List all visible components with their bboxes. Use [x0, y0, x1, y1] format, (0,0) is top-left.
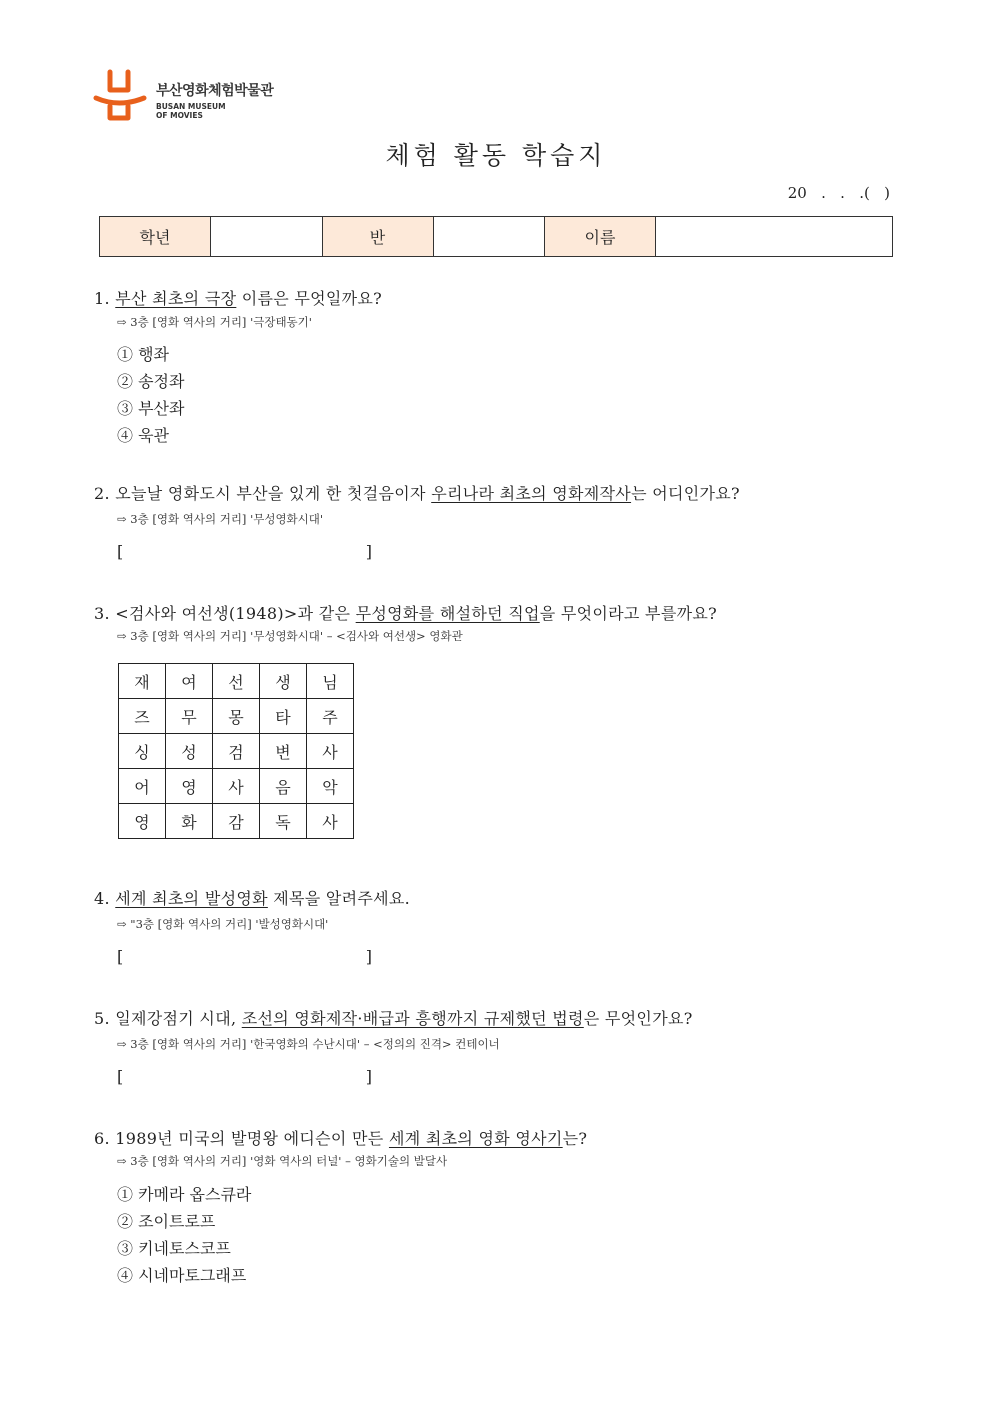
- answer-open-bracket: [: [117, 1067, 124, 1086]
- question-1-option-4[interactable]: ④ 욱관: [117, 426, 169, 445]
- question-4: [94, 886, 410, 909]
- grid-row: [119, 699, 354, 734]
- question-5-text-start: 일제강점기 시대,: [115, 1009, 242, 1028]
- student-info-row: [100, 217, 893, 257]
- grid-cell[interactable]: 영: [119, 804, 166, 839]
- answer-open-bracket: [: [117, 542, 124, 561]
- question-3: [94, 601, 717, 624]
- question-6-hint: ⇨ 3층 [영화 역사의 거리] '영화 역사의 터널' – 영화기술의 발달사: [117, 1154, 448, 1168]
- question-4-text: 제목을 알려주세요.: [267, 889, 411, 908]
- grid-cell[interactable]: 생: [260, 664, 307, 699]
- question-1-option-1[interactable]: ① 행좌: [117, 345, 169, 364]
- question-6-option-3[interactable]: ③ 키네토스코프: [117, 1239, 231, 1258]
- grid-cell[interactable]: 음: [260, 769, 307, 804]
- question-2: [94, 481, 740, 504]
- grid-cell[interactable]: 성: [166, 734, 213, 769]
- question-2-number: 2.: [94, 484, 110, 503]
- class-label: 반: [322, 217, 433, 257]
- grid-cell[interactable]: 무: [166, 699, 213, 734]
- grid-cell[interactable]: 여: [166, 664, 213, 699]
- question-2-text-end: 는 어디인가요?: [631, 484, 740, 503]
- grid-cell[interactable]: 타: [260, 699, 307, 734]
- museum-name-english-line1: BUSAN MUSEUM: [156, 102, 226, 111]
- grid-cell[interactable]: 감: [213, 804, 260, 839]
- grid-cell[interactable]: 변: [260, 734, 307, 769]
- grid-cell[interactable]: 독: [260, 804, 307, 839]
- grade-field[interactable]: [211, 217, 323, 257]
- grid-cell[interactable]: 선: [213, 664, 260, 699]
- grid-row: [119, 734, 354, 769]
- grid-cell[interactable]: 몽: [213, 699, 260, 734]
- question-4-hint: ⇨ "3층 [영화 역사의 거리] '발성영화시대': [117, 917, 329, 931]
- question-5-number: 5.: [94, 1009, 110, 1028]
- question-6-text-start: 1989년 미국의 발명왕 에디슨이 만든: [115, 1129, 389, 1148]
- grid-cell[interactable]: 화: [166, 804, 213, 839]
- answer-close-bracket: ]: [365, 1067, 372, 1086]
- question-6-option-4[interactable]: ④ 시네마토그래프: [117, 1266, 247, 1285]
- question-5-keyword: 조선의 영화제작·배급과 흥행까지 규제했던 법령: [241, 1009, 584, 1028]
- grid-cell[interactable]: 주: [307, 699, 354, 734]
- question-6-option-1[interactable]: ① 카메라 옵스큐라: [117, 1185, 252, 1204]
- question-5-hint: ⇨ 3층 [영화 역사의 거리] '한국영화의 수난시대' – <정의의 진격> 컨테이너: [117, 1037, 500, 1051]
- word-search-grid: [118, 663, 354, 839]
- grid-row: [119, 664, 354, 699]
- question-3-hint: ⇨ 3층 [영화 역사의 거리] '무성영화시대' – <검사와 여선생> 영화관: [117, 629, 463, 643]
- question-2-text-start: 오늘날 영화도시 부산을 있게 한 첫걸음이자: [115, 484, 432, 503]
- grid-cell[interactable]: 싱: [119, 734, 166, 769]
- question-6-keyword: 세계 최초의 영화 영사기: [388, 1129, 563, 1148]
- museum-name-english-line2: OF MOVIES: [156, 111, 203, 120]
- answer-close-bracket: ]: [365, 947, 372, 966]
- museum-logo-icon: [92, 68, 152, 124]
- question-4-number: 4.: [94, 889, 110, 908]
- grade-label: 학년: [100, 217, 211, 257]
- question-5-text-end: 은 무엇인가요?: [583, 1009, 693, 1028]
- question-4-keyword: 세계 최초의 발성영화: [115, 889, 268, 908]
- question-3-keyword: 무성영화를 해설하던 직업: [355, 604, 540, 623]
- question-6-option-2[interactable]: ② 조이트로프: [117, 1212, 216, 1231]
- grid-cell[interactable]: 영: [166, 769, 213, 804]
- question-1-hint: ⇨ 3층 [영화 역사의 거리] '극장태동기': [117, 315, 312, 329]
- grid-cell[interactable]: 사: [213, 769, 260, 804]
- museum-logo: [92, 68, 312, 124]
- question-2-hint: ⇨ 3층 [영화 역사의 거리] '무성영화시대': [117, 512, 324, 526]
- grid-cell[interactable]: 즈: [119, 699, 166, 734]
- question-1-number: 1.: [94, 289, 110, 308]
- grid-cell[interactable]: 사: [307, 734, 354, 769]
- worksheet-title: 체험 활동 학습지: [385, 141, 607, 170]
- question-6-number: 6.: [94, 1129, 110, 1148]
- answer-open-bracket: [: [117, 947, 124, 966]
- grid-row: [119, 769, 354, 804]
- question-6-text-end: 는?: [562, 1129, 588, 1148]
- question-1-option-3[interactable]: ③ 부산좌: [117, 399, 185, 418]
- question-3-text-end: 을 무엇이라고 부를까요?: [539, 604, 717, 623]
- question-2-keyword: 우리나라 최초의 영화제작사: [431, 484, 632, 503]
- grid-cell[interactable]: 사: [307, 804, 354, 839]
- question-3-text-start: <검사와 여선생(1948)>과 같은: [115, 604, 356, 623]
- grid-cell[interactable]: 재: [119, 664, 166, 699]
- question-5: [94, 1006, 693, 1029]
- grid-row: [119, 804, 354, 839]
- class-field[interactable]: [433, 217, 545, 257]
- grid-cell[interactable]: 악: [307, 769, 354, 804]
- name-field[interactable]: [656, 217, 893, 257]
- question-6: [94, 1126, 587, 1149]
- question-1: [94, 286, 382, 309]
- date-field: 20 . . .( ): [787, 184, 890, 202]
- question-3-number: 3.: [94, 604, 110, 623]
- grid-cell[interactable]: 검: [213, 734, 260, 769]
- grid-cell[interactable]: 어: [119, 769, 166, 804]
- grid-cell[interactable]: 님: [307, 664, 354, 699]
- name-label: 이름: [545, 217, 656, 257]
- question-1-keyword: 부산 최초의 극장: [115, 289, 237, 308]
- museum-name-english: [156, 102, 226, 120]
- student-info-table: [99, 216, 893, 257]
- museum-name-korean: 부산영화체험박물관: [156, 83, 274, 99]
- answer-close-bracket: ]: [365, 542, 372, 561]
- question-1-text: 이름은 무엇일까요?: [236, 289, 383, 308]
- question-1-option-2[interactable]: ② 송정좌: [117, 372, 185, 391]
